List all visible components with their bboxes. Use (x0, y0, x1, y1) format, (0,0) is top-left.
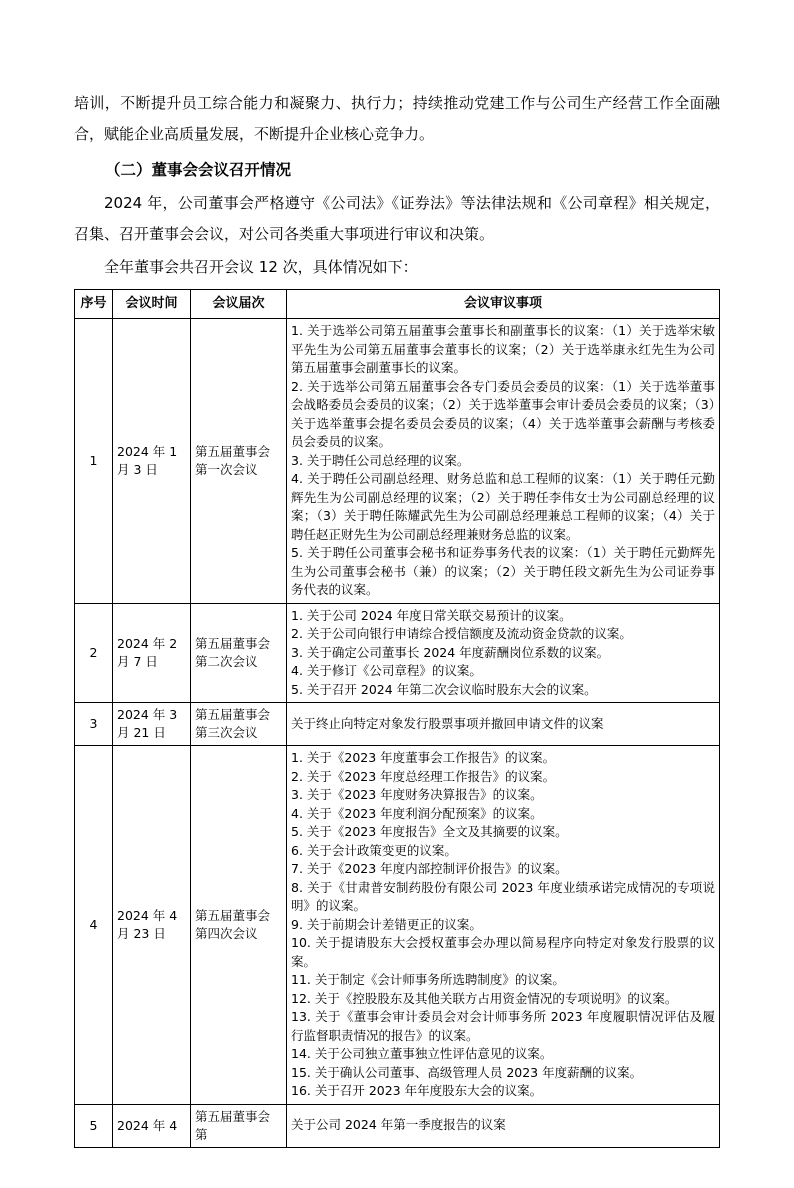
cell-items (287, 319, 720, 604)
cell-no: 5 (75, 1104, 113, 1147)
table-row (75, 1104, 720, 1147)
agenda-item: 9. 关于前期会计差错更正的议案。 (291, 916, 482, 932)
cell-session: 第五届董事会第四次会议 (191, 746, 287, 1105)
cell-time: 2024 年 1 月 3 日 (113, 319, 191, 604)
agenda-item: 1. 关于公司 2024 年度日常关联交易预计的议案。 (291, 607, 572, 623)
agenda-item: 4. 关于《2023 年度利润分配预案》的议案。 (291, 805, 543, 821)
agenda-item: 5. 关于《2023 年度报告》全文及其摘要的议案。 (291, 824, 568, 839)
agenda-item: 4. 关于修订《公司章程》的议案。 (291, 663, 482, 678)
agenda-item: 16. 关于召开 2023 年年度股东大会的议案。 (291, 1083, 543, 1098)
section-heading: （二）董事会会议召开情况 (105, 161, 292, 179)
agenda-item: 2. 关于选举公司第五届董事会各专门委员会委员的议案：（1）关于选举董事会战略委员会委员的议案；（2）关于选举董事会审计委员会委员的议案；（3）关于选举董事会提名委员会委员的议案；（4）关于选举董事会薪酬与考核委员会委员的议案。 (291, 378, 715, 449)
cell-items (287, 703, 720, 746)
body-paragraph-1: 2024 年，公司董事会严格遵守《公司法》《证券法》等法律法规和《公司章程》相关规定，召集、召开董事会会议，对公司各类重大事项进行审议和决策。 (74, 194, 720, 243)
cell-session: 第五届董事会第 (191, 1104, 287, 1147)
column-header-session: 会议届次 (191, 290, 287, 319)
table-row (75, 703, 720, 746)
cell-session: 第五届董事会第三次会议 (191, 703, 287, 746)
paragraph-continuation: 培训，不断提升员工综合能力和凝聚力、执行力；持续推动党建工作与公司生产经营工作全面融合，赋能企业高质量发展，不断提升企业核心竞争力。 (74, 94, 720, 143)
cell-items (287, 1104, 720, 1147)
agenda-item: 15. 关于确认公司董事、高级管理人员 2023 年度薪酬的议案。 (291, 1064, 643, 1080)
agenda-item: 5. 关于召开 2024 年第二次会议临时股东大会的议案。 (291, 681, 597, 697)
body-paragraph-2: 全年董事会共召开会议 12 次，具体情况如下： (104, 258, 418, 276)
agenda-item: 8. 关于《甘肃普安制药股份有限公司 2023 年度业绩承诺完成情况的专项说明》的议案。 (291, 879, 715, 913)
cell-no: 2 (75, 603, 113, 703)
agenda-item: 14. 关于公司独立董事独立性评估意见的议案。 (291, 1046, 553, 1061)
agenda-item: 13. 关于《董事会审计委员会对会计师事务所 2023 年度履职情况评估及履行监督职责情况的报告》的议案。 (291, 1009, 715, 1043)
agenda-item: 7. 关于《2023 年度内部控制评价报告》的议案。 (291, 861, 568, 876)
cell-no: 3 (75, 703, 113, 746)
agenda-item: 6. 关于会计政策变更的议案。 (291, 842, 457, 858)
column-header-time: 会议时间 (113, 290, 191, 319)
column-header-items: 会议审议事项 (287, 290, 720, 319)
table-row (75, 319, 720, 604)
agenda-item: 3. 关于确定公司董事长 2024 年度薪酬岗位系数的议案。 (291, 644, 610, 660)
table-row (75, 603, 720, 703)
agenda-item: 2. 关于《2023 年度总经理工作报告》的议案。 (291, 768, 556, 784)
cell-session: 第五届董事会第一次会议 (191, 319, 287, 604)
agenda-item: 11. 关于制定《会计师事务所选聘制度》的议案。 (291, 972, 565, 987)
agenda-item: 4. 关于聘任公司副总经理、财务总监和总工程师的议案：（1）关于聘任元勤辉先生为公司副总经理的议案；（2）关于聘任李伟女士为公司副总经理的议案；（3）关于聘任陈耀武先生为公司副总经理兼总工程师的议案；（4）关于聘任赵正财先生为公司副总经理兼财务总监的议案。 (291, 471, 715, 542)
cell-session: 第五届董事会第二次会议 (191, 603, 287, 703)
agenda-item: 关于终止向特定对象发行股票事项并撤回申请文件的议案 (291, 715, 604, 731)
cell-items (287, 746, 720, 1105)
agenda-item: 3. 关于《2023 年度财务决算报告》的议案。 (291, 787, 543, 802)
agenda-item: 10. 关于提请股东大会授权董事会办理以简易程序向特定对象发行股票的议案。 (291, 935, 715, 969)
cell-time: 2024 年 4 (113, 1104, 191, 1147)
cell-time: 2024 年 3 月 21 日 (113, 703, 191, 746)
cell-time: 2024 年 4 月 23 日 (113, 746, 191, 1105)
cell-no: 4 (75, 746, 113, 1105)
agenda-item: 关于公司 2024 年第一季度报告的议案 (291, 1117, 506, 1133)
agenda-item: 1. 关于选举公司第五届董事会董事长和副董事长的议案：（1）关于选举宋敏平先生为公司第五届董事会董事长的议案；（2）关于选举康永红先生为公司第五届董事会副董事长的议案。 (291, 323, 715, 375)
cell-time: 2024 年 2 月 7 日 (113, 603, 191, 703)
agenda-item: 1. 关于《2023 年度董事会工作报告》的议案。 (291, 750, 556, 765)
cell-no: 1 (75, 319, 113, 604)
agenda-item: 12. 关于《控股股东及其他关联方占用资金情况的专项说明》的议案。 (291, 990, 678, 1006)
board-meetings-table (74, 289, 720, 1148)
agenda-item: 3. 关于聘任公司总经理的议案。 (291, 452, 470, 468)
cell-items (287, 603, 720, 703)
agenda-item: 5. 关于聘任公司董事会秘书和证券事务代表的议案：（1）关于聘任元勤辉先生为公司董事会秘书（兼）的议案；（2）关于聘任段文新先生为公司证券事务代表的议案。 (291, 545, 715, 597)
table-row (75, 746, 720, 1105)
table-header-row (75, 290, 720, 319)
column-header-no: 序号 (75, 290, 113, 319)
agenda-item: 2. 关于公司向银行申请综合授信额度及流动资金贷款的议案。 (291, 626, 632, 641)
